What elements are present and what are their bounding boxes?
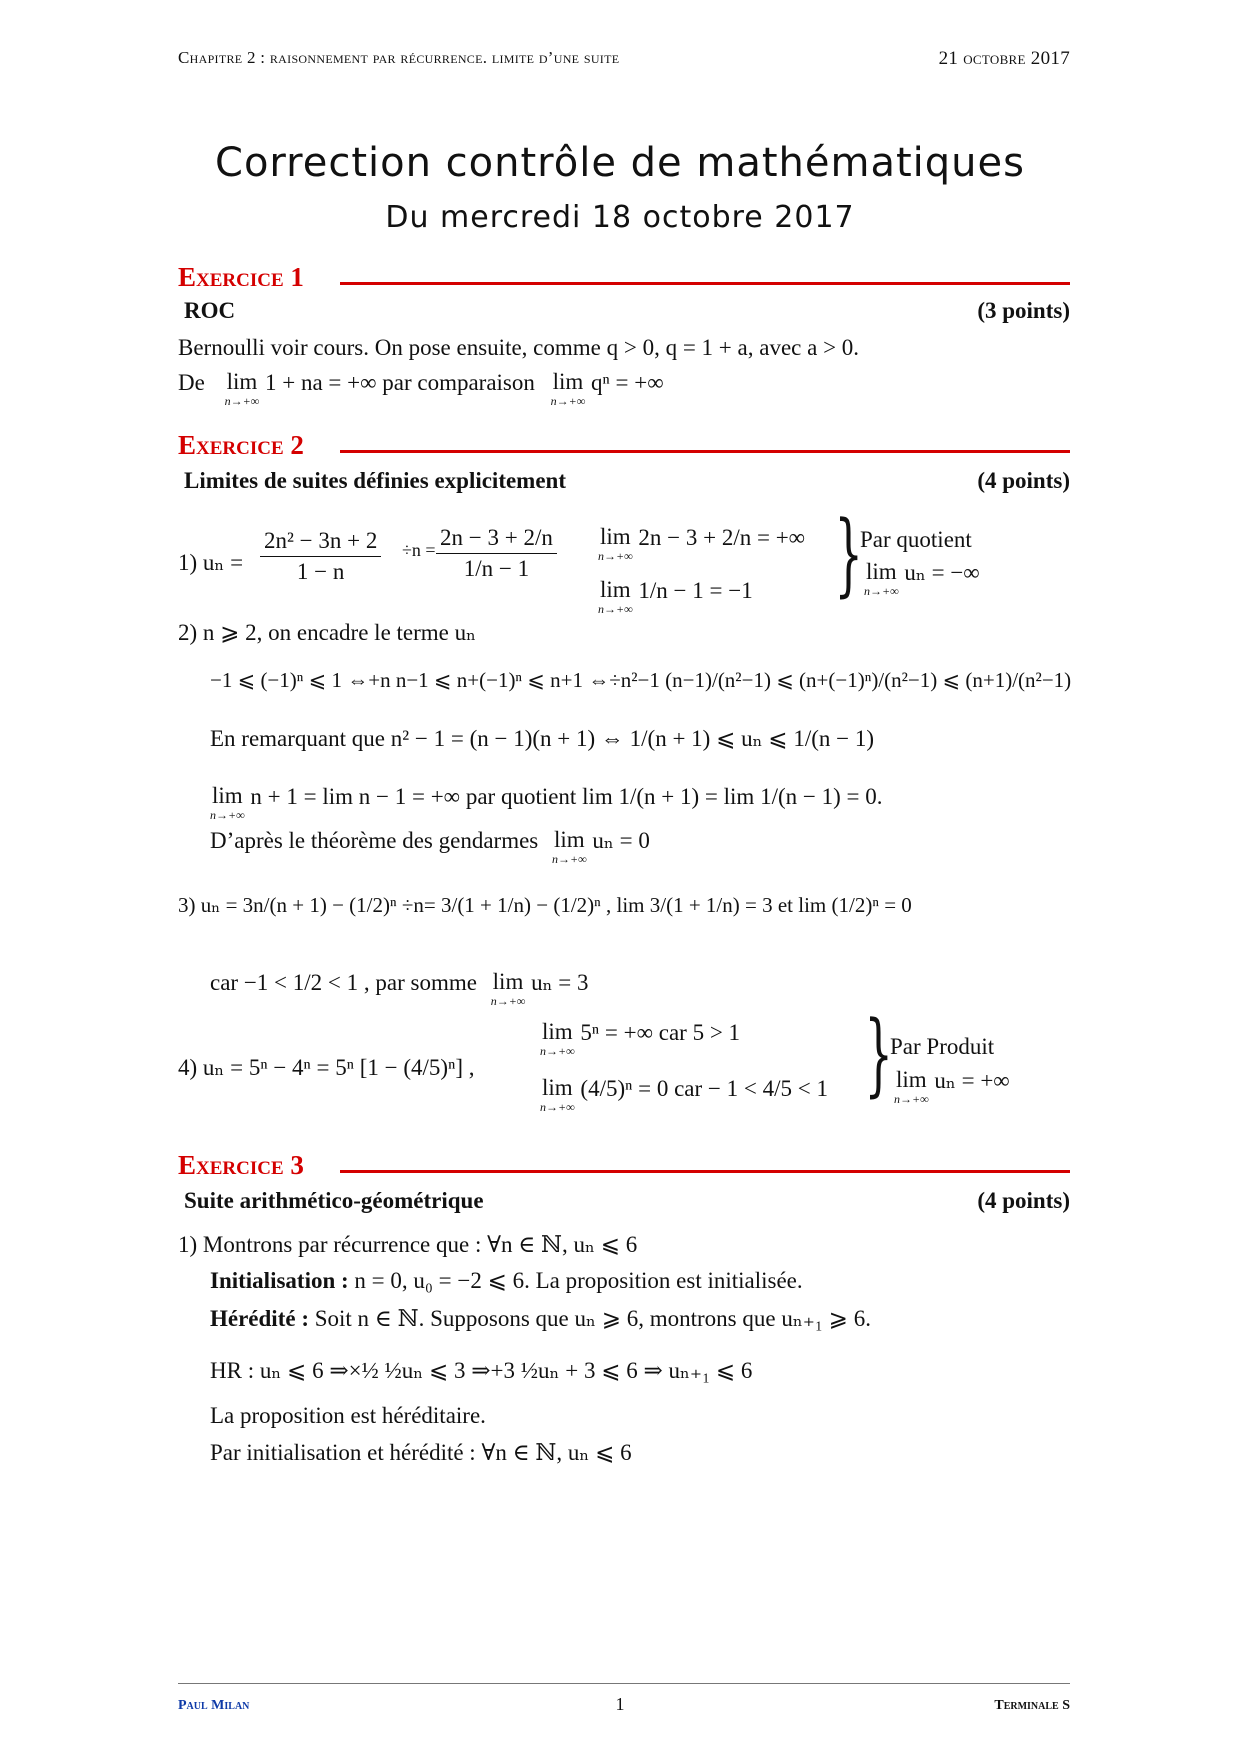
ex2-q1-lim-b: lim n→+∞ 1/n − 1 = −1: [598, 577, 753, 616]
ex1-line-1: Bernoulli voir cours. On pose ensuite, comme q > 0, q = 1 + a, avec a > 0.: [178, 335, 860, 360]
ex2-q4-prefix: 4) uₙ = 5ⁿ − 4ⁿ = 5ⁿ [1 − (4/5)ⁿ] ,: [178, 1055, 475, 1080]
ex3-her-text: Soit n ∈ ℕ. Supposons que uₙ ⩾ 6, montrons que uₙ₊₁ ⩾ 6.: [308, 1306, 871, 1331]
ex2-q1-lim-a: lim n→+∞ 2n − 3 + 2/n = +∞: [598, 524, 806, 563]
ex2-q1-conclusion-b: lim n→+∞ uₙ = −∞: [864, 559, 980, 598]
exercise-1-heading: [178, 262, 1070, 302]
ex3-her-keyword: Hérédité :: [210, 1306, 309, 1331]
ex3-heredite: [210, 1306, 871, 1332]
footer-rule: [178, 1683, 1070, 1684]
exercise-3-label: Exercice 3: [178, 1150, 304, 1180]
ex1-line-2-text: 1 + na = +∞ par comparaison: [264, 370, 535, 395]
exercise-3-heading: [178, 1150, 1070, 1190]
ex2-q1-frac1: [260, 528, 381, 585]
ex2-q2-line-3: lim n→+∞ n + 1 = lim n − 1 = +∞ par quotient lim 1/(n + 1) = lim 1/(n − 1) = 0.: [210, 783, 883, 822]
ex3-her-conclusion: La proposition est héréditaire.: [210, 1403, 486, 1428]
ex3-init-keyword: Initialisation :: [210, 1268, 349, 1293]
ex1-line-2-de: De: [178, 370, 205, 395]
running-header: [178, 48, 1070, 78]
footer-level: Terminale S: [994, 1698, 1070, 1713]
ex3-hr-line: HR : uₙ ⩽ 6 ⇒×½ ½uₙ ⩽ 3 ⇒+3 ½uₙ + 3 ⩽ 6 ⇒ uₙ₊₁ ⩽ 6: [210, 1358, 753, 1383]
ex2-q3-line-1: 3) uₙ = 3n/(n + 1) − (1/2)ⁿ ÷n= 3/(1 + 1/n) − (1/2)ⁿ , lim 3/(1 + 1/n) = 3 et lim (1/2)ⁿ = 0: [178, 893, 912, 917]
exercise-1-rule: [340, 282, 1070, 285]
page-subtitle: Du mercredi 18 octobre 2017: [385, 200, 855, 235]
ex2-q1-brace: }: [834, 502, 863, 607]
exercise-2-subtitle: Limites de suites définies explicitement: [184, 468, 567, 493]
ex2-q2-line-1: −1 ⩽ (−1)ⁿ ⩽ 1 ⇔+n n−1 ⩽ n+(−1)ⁿ ⩽ n+1 ⇔÷n²−1 (n−1)/(n²−1) ⩽ (n+(−1)ⁿ)/(n²−1) ⩽ (n+1)/(n²−1): [210, 668, 1072, 692]
exercise-2-heading: [178, 430, 1070, 470]
ex2-q3-line-2: car −1 < 1/2 < 1 , par somme lim n→+∞ uₙ = 3: [210, 969, 589, 1008]
ex2-q4-conclusion-a: Par Produit: [890, 1034, 995, 1059]
footer-author: Paul Milan: [178, 1698, 250, 1713]
ex3-final: Par initialisation et hérédité : ∀n ∈ ℕ, uₙ ⩽ 6: [210, 1440, 632, 1465]
exercise-2-rule: [340, 450, 1070, 453]
ex2-q1-op: ÷n =: [402, 540, 436, 560]
ex2-q4-lim-b: lim n→+∞ (4/5)ⁿ = 0 car − 1 < 4/5 < 1: [540, 1075, 828, 1114]
exercise-3-points: (4 points): [977, 1188, 1070, 1213]
ex2-q2-line-4: D’après le théorème des gendarmes lim n→+∞ uₙ = 0: [210, 827, 650, 866]
ex2-q2-intro: 2) n ⩾ 2, on encadre le terme uₙ: [178, 620, 477, 645]
page-title: Correction contrôle de mathématiques: [215, 140, 1025, 186]
ex2-q4-brace: }: [864, 1002, 893, 1107]
exercise-1-label: Exercice 1: [178, 262, 304, 292]
ex1-line-2: [178, 370, 664, 407]
exercise-1-subtitle: ROC: [184, 298, 236, 323]
exercise-2-points: (4 points): [977, 468, 1070, 493]
ex3-line-1: 1) Montrons par récurrence que : ∀n ∈ ℕ, uₙ ⩽ 6: [178, 1232, 638, 1257]
exercise-3-subtitle: Suite arithmético-géométrique: [184, 1188, 484, 1213]
ex1-lim-2: lim n→+∞: [550, 369, 586, 408]
ex2-q1-frac2-num: 2n − 3 + 2/n: [436, 525, 557, 554]
ex3-init-text: n = 0, u₀ = −2 ⩽ 6. La proposition est initialisée.: [348, 1268, 803, 1293]
ex2-q4-lim-a: lim n→+∞ 5ⁿ = +∞ car 5 > 1: [540, 1019, 741, 1058]
ex3-initialisation: [210, 1268, 803, 1294]
exercise-2-label: Exercice 2: [178, 430, 304, 460]
ex2-q1-frac1-num: 2n² − 3n + 2: [260, 528, 381, 557]
ex2-q1-frac1-den: 1 − n: [296, 559, 345, 584]
ex2-q2-line-2: En remarquant que n² − 1 = (n − 1)(n + 1) ⇔ 1/(n + 1) ⩽ uₙ ⩽ 1/(n − 1): [210, 726, 875, 751]
exercise-1-subtitle-row: [184, 298, 1070, 324]
footer-page-number: 1: [615, 1694, 625, 1714]
header-date: 21 octobre 2017: [938, 48, 1070, 69]
exercise-1-points: (3 points): [977, 298, 1070, 323]
exercise-2-subtitle-row: [184, 468, 1070, 494]
ex2-q1-prefix: 1) uₙ =: [178, 550, 244, 575]
ex1-line-2-result: qⁿ = +∞: [591, 370, 664, 395]
ex1-lim-1: lim n→+∞: [224, 369, 260, 408]
ex2-q1-conclusion-a: Par quotient: [860, 527, 972, 552]
ex2-q1-frac2: [436, 525, 557, 582]
exercise-3-subtitle-row: [184, 1188, 1070, 1214]
ex2-q4-conclusion-b: lim n→+∞ uₙ = +∞: [894, 1067, 1010, 1106]
exercise-3-rule: [340, 1170, 1070, 1173]
ex2-q1-frac2-den: 1/n − 1: [463, 556, 530, 581]
chapter-title: Chapitre 2 : raisonnement par récurrence. limite d’une suite: [178, 48, 620, 67]
